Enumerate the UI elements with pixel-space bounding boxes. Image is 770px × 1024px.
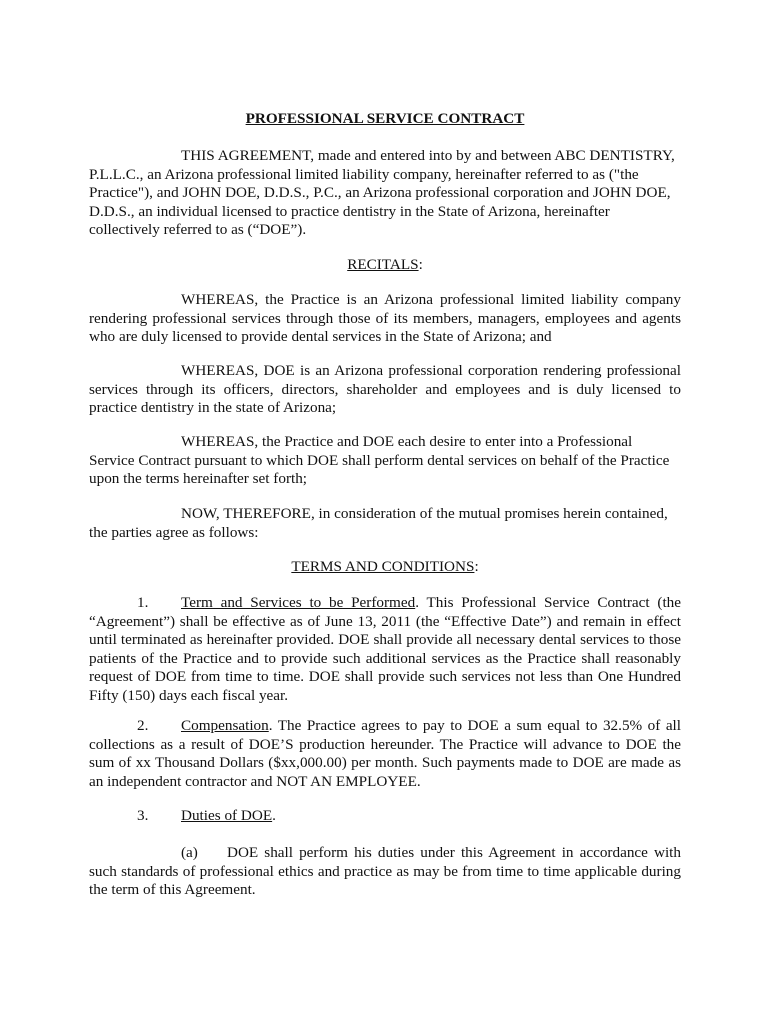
section-heading: Term and Services to be Performed [181,594,416,611]
section-number: 2. [137,717,149,734]
recital-paragraph: NOW, THEREFORE, in consideration of the mutual promises herein contained, the parties agree as follows: [89,505,668,541]
subsection-a [89,844,681,900]
recitals-heading [0,256,770,275]
recital-paragraph: WHEREAS, the Practice is an Arizona professional limited liability company rendering professional services through those of its members, managers, employees and agents who are duly licensed to provide dental services in the State of Arizona; and [89,291,681,346]
recitals-heading-text: RECITALS [347,256,419,273]
section-text: . This Professional Service Contract (the “Agreement”) shall be effective as of June 13, 2011 (the “Effective Date”) and remain in effect until terminated as hereinafter provided. DOE shall provide all necessary dental services to those patients of the Practice and to provide such additional services as the Practice shall reasonably request of DOE from time to time. DOE shall provide such services not less than One Hundred Fifty (150) days each fiscal year. [89,594,681,704]
terms-heading-text: TERMS AND CONDITIONS [291,558,475,575]
section-3 [89,807,681,826]
section-heading: Duties of DOE [181,807,273,824]
terms-colon: : [474,558,479,575]
section-2 [89,717,681,791]
recital-paragraph: WHEREAS, the Practice and DOE each desire to enter into a Professional Service Contract pursuant to which DOE shall perform dental services on behalf of the Practice upon the terms hereinafter set forth; [89,433,670,488]
recital-paragraph: WHEREAS, DOE is an Arizona professional corporation rendering professional services through its officers, directors, shareholder and employees and is duly licensed to practice dentistry in the state of Arizona; [89,362,681,417]
section-heading: Compensation [181,717,269,734]
terms-heading [0,558,770,577]
page-title: PROFESSIONAL SERVICE CONTRACT [245,110,525,127]
section-1 [89,594,681,706]
subsection-text: DOE shall perform his duties under this Agreement in accordance with such standards of professional ethics and practice as may be from time to time applicable during the term of this Agreement. [89,844,681,899]
section-number: 3. [137,807,149,824]
section-text: . The Practice agrees to pay to DOE a sum equal to 32.5% of all collections as a result of DOE’S production hereunder. The Practice will advance to DOE the sum of xx Thousand Dollars ($xx,000.00) per month. Such payments made to DOE are made as an independent contractor and NOT AN EMPLOYEE. [89,717,681,790]
section-number: 1. [137,594,149,611]
intro-paragraph: THIS AGREEMENT, made and entered into by and between ABC DENTISTRY, P.L.L.C., an Arizona professional limited liability company, hereinafter referred to as ("the Practice"), and JOHN DOE, D.D.S., P.C., an Arizona professional corporation and JOHN DOE, D.D.S., an individual licensed to practice dentistry in the State of Arizona, hereinafter collectively referred to as (“DOE”). [89,147,675,239]
recitals-colon: : [418,256,423,273]
subsection-label: (a) [181,844,198,861]
section-text: . [272,807,276,824]
